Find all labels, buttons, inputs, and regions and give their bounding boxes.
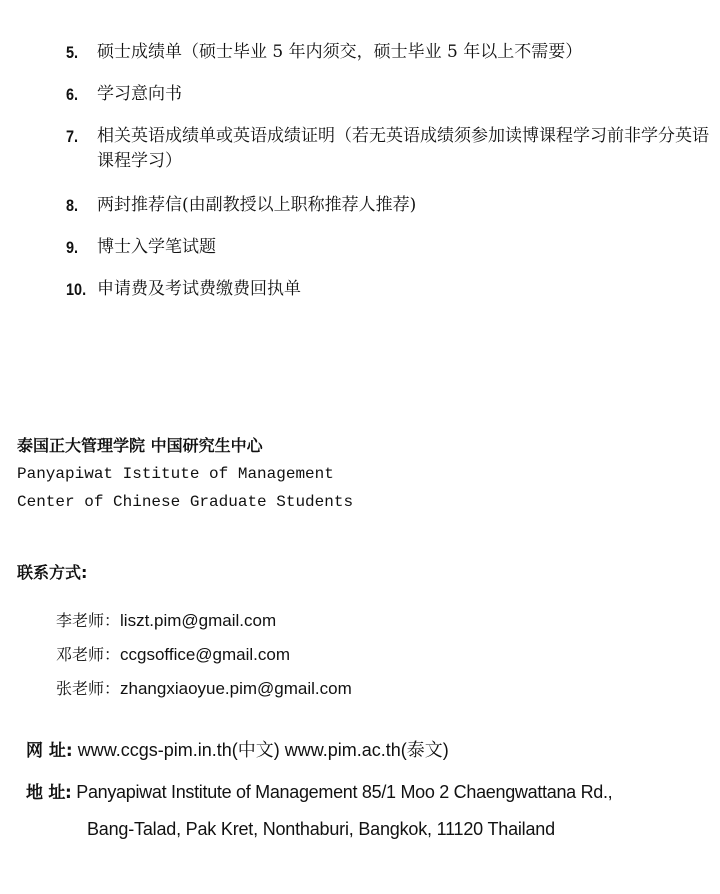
- contact-name: 张老师：: [56, 679, 121, 698]
- address-label: 地 址:: [26, 783, 72, 803]
- website-label: 网 址:: [26, 741, 73, 761]
- requirements-list: [66, 40, 716, 319]
- list-item: [66, 82, 716, 107]
- org-center-en: Center of Chinese Graduate Students: [17, 493, 354, 511]
- contact-email[interactable]: liszt.pim@gmail.com: [120, 611, 277, 630]
- contact-row: [56, 638, 352, 672]
- item-number: 7.: [66, 127, 79, 146]
- org-name-en: Panyapiwat Istitute of Management: [17, 465, 334, 483]
- contact-name: 邓老师：: [56, 645, 121, 664]
- address-block: [26, 774, 612, 847]
- item-text: 两封推荐信(由副教授以上职称推荐人推荐): [97, 195, 417, 215]
- contact-name: 李老师：: [56, 611, 121, 630]
- contact-email[interactable]: ccgsoffice@gmail.com: [120, 645, 291, 664]
- item-number: 8.: [66, 196, 79, 215]
- contact-row: [56, 604, 352, 638]
- item-text: 申请费及考试费缴费回执单: [97, 279, 301, 299]
- contact-email[interactable]: zhangxiaoyue.pim@gmail.com: [120, 679, 352, 698]
- contact-row: [56, 672, 352, 706]
- address-line-2: Bang-Talad, Pak Kret, Nonthaburi, Bangkok, 11120 Thailand: [87, 819, 555, 839]
- list-item: [66, 193, 716, 218]
- item-text: 博士入学笔试题: [97, 237, 216, 257]
- website-line: [26, 736, 449, 765]
- address-line-1-text: Panyapiwat Institute of Management 85/1 Moo 2 Chaengwattana Rd.,: [76, 782, 613, 802]
- list-item: [66, 124, 716, 174]
- contact-heading: 联系方式:: [17, 563, 88, 582]
- item-text: 相关英语成绩单或英语成绩证明（若无英语成绩须参加读博课程学习前非学分英语课程学习）: [97, 126, 709, 171]
- item-number: 9.: [66, 238, 79, 257]
- item-number: 5.: [66, 43, 79, 62]
- item-text: 硕士成绩单（硕士毕业 5 年内须交，硕士毕业 5 年以上不需要）: [97, 42, 583, 62]
- contact-list: [56, 604, 352, 706]
- list-item: [66, 277, 716, 302]
- address-line-1: [26, 774, 612, 811]
- org-name-cn: 泰国正大管理学院 中国研究生中心: [17, 436, 263, 455]
- item-number: 6.: [66, 85, 79, 104]
- item-text: 学习意向书: [97, 84, 182, 104]
- website-value[interactable]: www.ccgs-pim.in.th(中文) www.pim.ac.th(泰文): [77, 740, 449, 760]
- list-item: [66, 235, 716, 260]
- item-number: 10.: [66, 280, 87, 299]
- list-item: [66, 40, 716, 65]
- organization-block: [17, 432, 353, 516]
